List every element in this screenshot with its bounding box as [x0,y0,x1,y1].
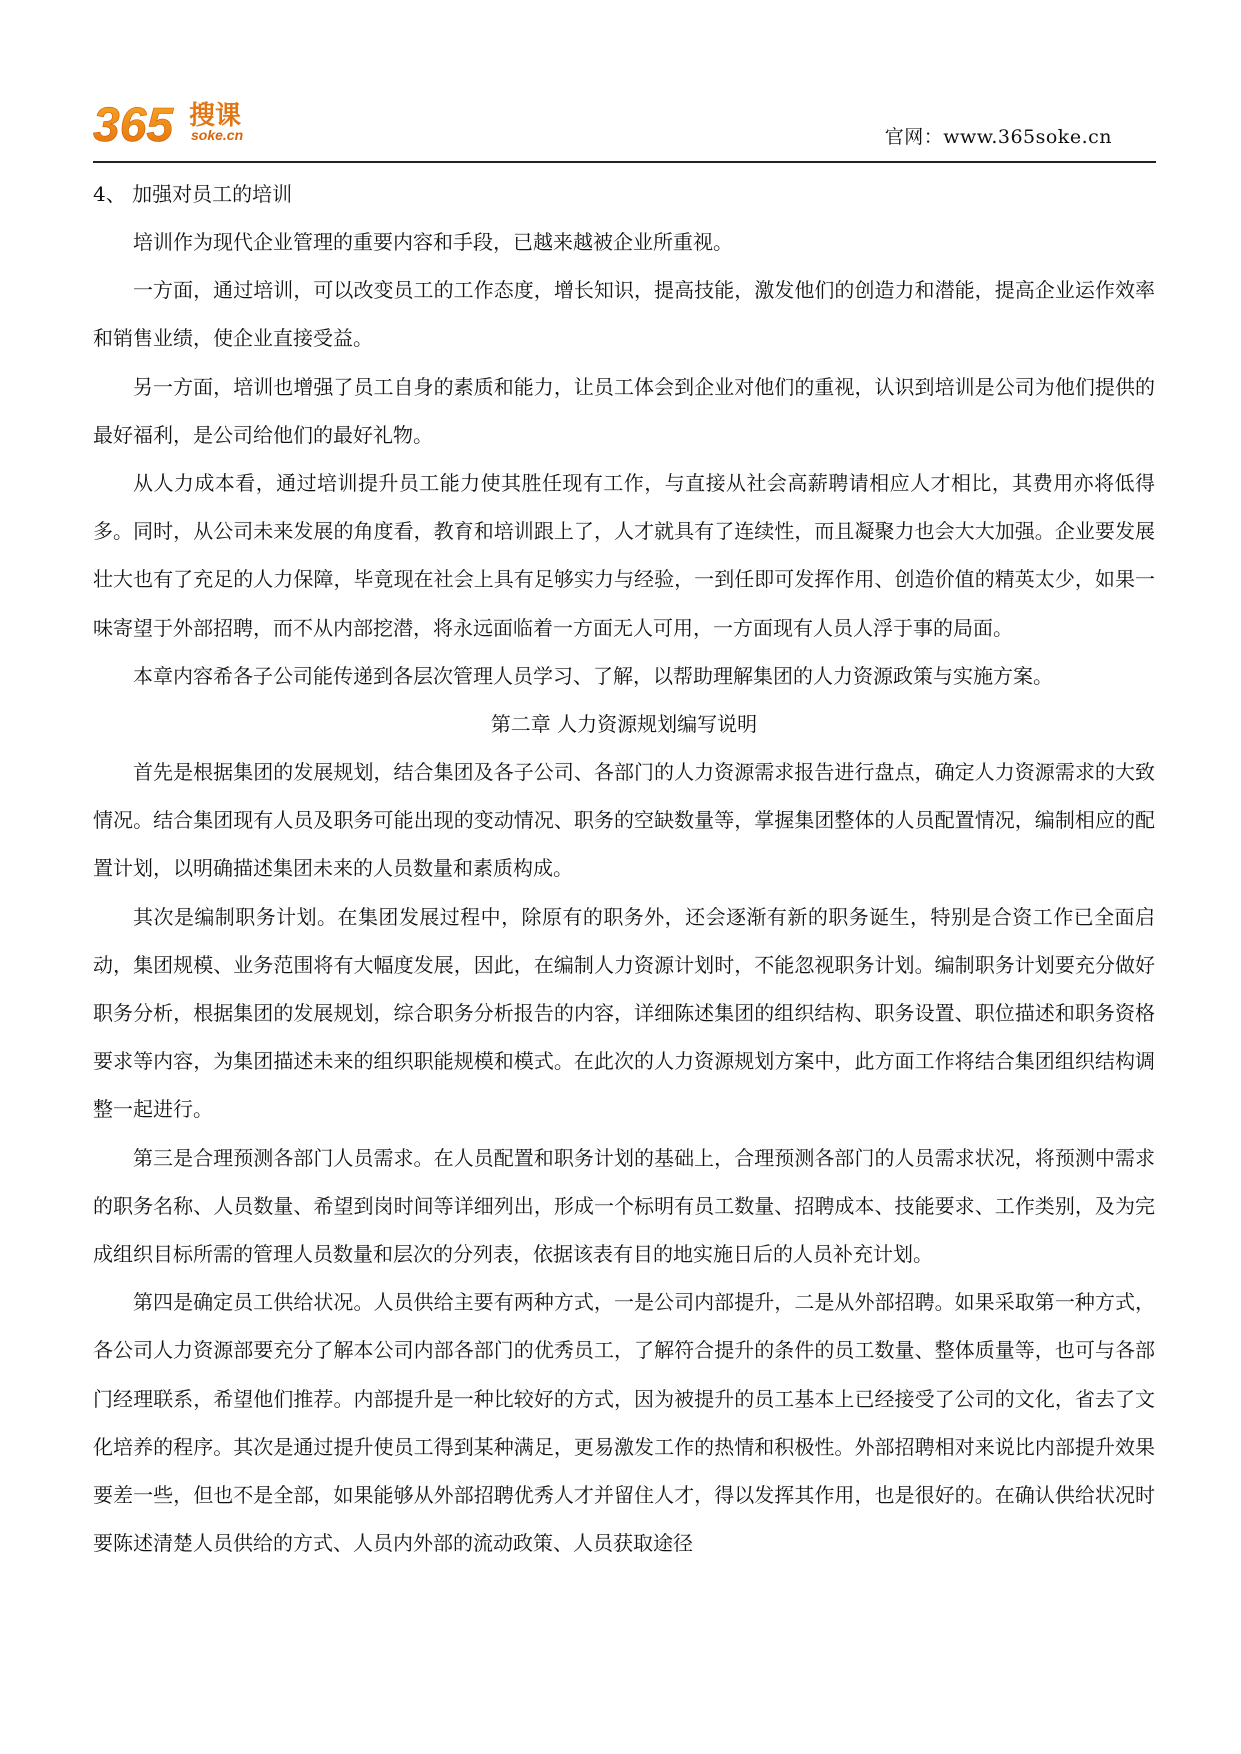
logo-number: 365 [93,99,174,152]
365soke-logo [93,96,268,156]
site-url: 官网：www.365soke.cn [884,126,1112,148]
section-heading: 4、 加强对员工的培训 [93,182,293,206]
document-body [93,170,1155,1567]
paragraph: 第四是确定员工供给状况。人员供给主要有两种方式，一是公司内部提升，二是从外部招聘。如果采取第一种方式，各公司人力资源部要充分了解本公司内部各部门的优秀员工，了解符合提升的条件的员工数量、整体质量等，也可与各部门经理联系，希望他们推荐。内部提升是一种比较好的方式，因为被提升的员工基本上已经接受了公司的文化，省去了文化培养的程序。其次是通过提升使员工得到某种满足，更易激发工作的热情和积极性。外部招聘相对来说比内部提升效果要差一些，但也不是全部，如果能够从外部招聘优秀人才并留住人才，得以发挥其作用，也是很好的。在确认供给状况时要陈述清楚人员供给的方式、人员内外部的流动政策、人员获取途径 [93,1290,1155,1556]
paragraph: 另一方面，培训也增强了员工自身的素质和能力，让员工体会到企业对他们的重视，认识到培训是公司为他们提供的最好福利，是公司给他们的最好礼物。 [93,374,1155,447]
paragraph: 其次是编制职务计划。在集团发展过程中，除原有的职务外，还会逐渐有新的职务诞生，特别是合资工作已全面启动，集团规模、业务范围将有大幅度发展，因此，在编制人力资源计划时，不能忽视职务计划。编制职务计划要充分做好职务分析，根据集团的发展规划，综合职务分析报告的内容，详细陈述集团的组织结构、职务设置、职位描述和职务资格要求等内容，为集团描述未来的组织职能规模和模式。在此次的人力资源规划方案中，此方面工作将结合集团组织结构调整一起进行。 [93,904,1155,1122]
page-header [93,96,1156,162]
paragraph: 培训作为现代企业管理的重要内容和手段，已越来越被企业所重视。 [133,230,733,254]
logo-sub: soke.cn [191,127,244,143]
paragraph: 一方面，通过培训，可以改变员工的工作态度，增长知识，提高技能，激发他们的创造力和潜能，提高企业运作效率和销售业绩，使企业直接受益。 [93,278,1155,351]
logo-chinese: 搜课 [189,101,242,131]
paragraph: 首先是根据集团的发展规划，结合集团及各子公司、各部门的人力资源需求报告进行盘点，确定人力资源需求的大致情况。结合集团现有人员及职务可能出现的变动情况、职务的空缺数量等，掌握集团整体的人员配置情况，编制相应的配置计划，以明确描述集团未来的人员数量和素质构成。 [93,760,1155,881]
chapter-title: 第二章 人力资源规划编写说明 [490,712,758,737]
paragraph: 从人力成本看，通过培训提升员工能力使其胜任现有工作，与直接从社会高薪聘请相应人才相比，其费用亦将低得多。同时，从公司未来发展的角度看，教育和培训跟上了，人才就具有了连续性，而且凝聚力也会大大加强。企业要发展壮大也有了充足的人力保障，毕竟现在社会上具有足够实力与经验，一到任即可发挥作用、创造价值的精英太少，如果一味寄望于外部招聘，而不从内部挖潜，将永远面临着一方面无人可用，一方面现有人员人浮于事的局面。 [93,471,1155,640]
header-divider [93,161,1156,163]
paragraph: 本章内容希各子公司能传递到各层次管理人员学习、了解，以帮助理解集团的人力资源政策与实施方案。 [133,663,1053,688]
paragraph: 第三是合理预测各部门人员需求。在人员配置和职务计划的基础上，合理预测各部门的人员需求状况，将预测中需求的职务名称、人员数量、希望到岗时间等详细列出，形成一个标明有员工数量、招聘成本、技能要求、工作类别，及为完成组织目标所需的管理人员数量和层次的分列表，依据该表有目的地实施日后的人员补充计划。 [93,1145,1155,1267]
